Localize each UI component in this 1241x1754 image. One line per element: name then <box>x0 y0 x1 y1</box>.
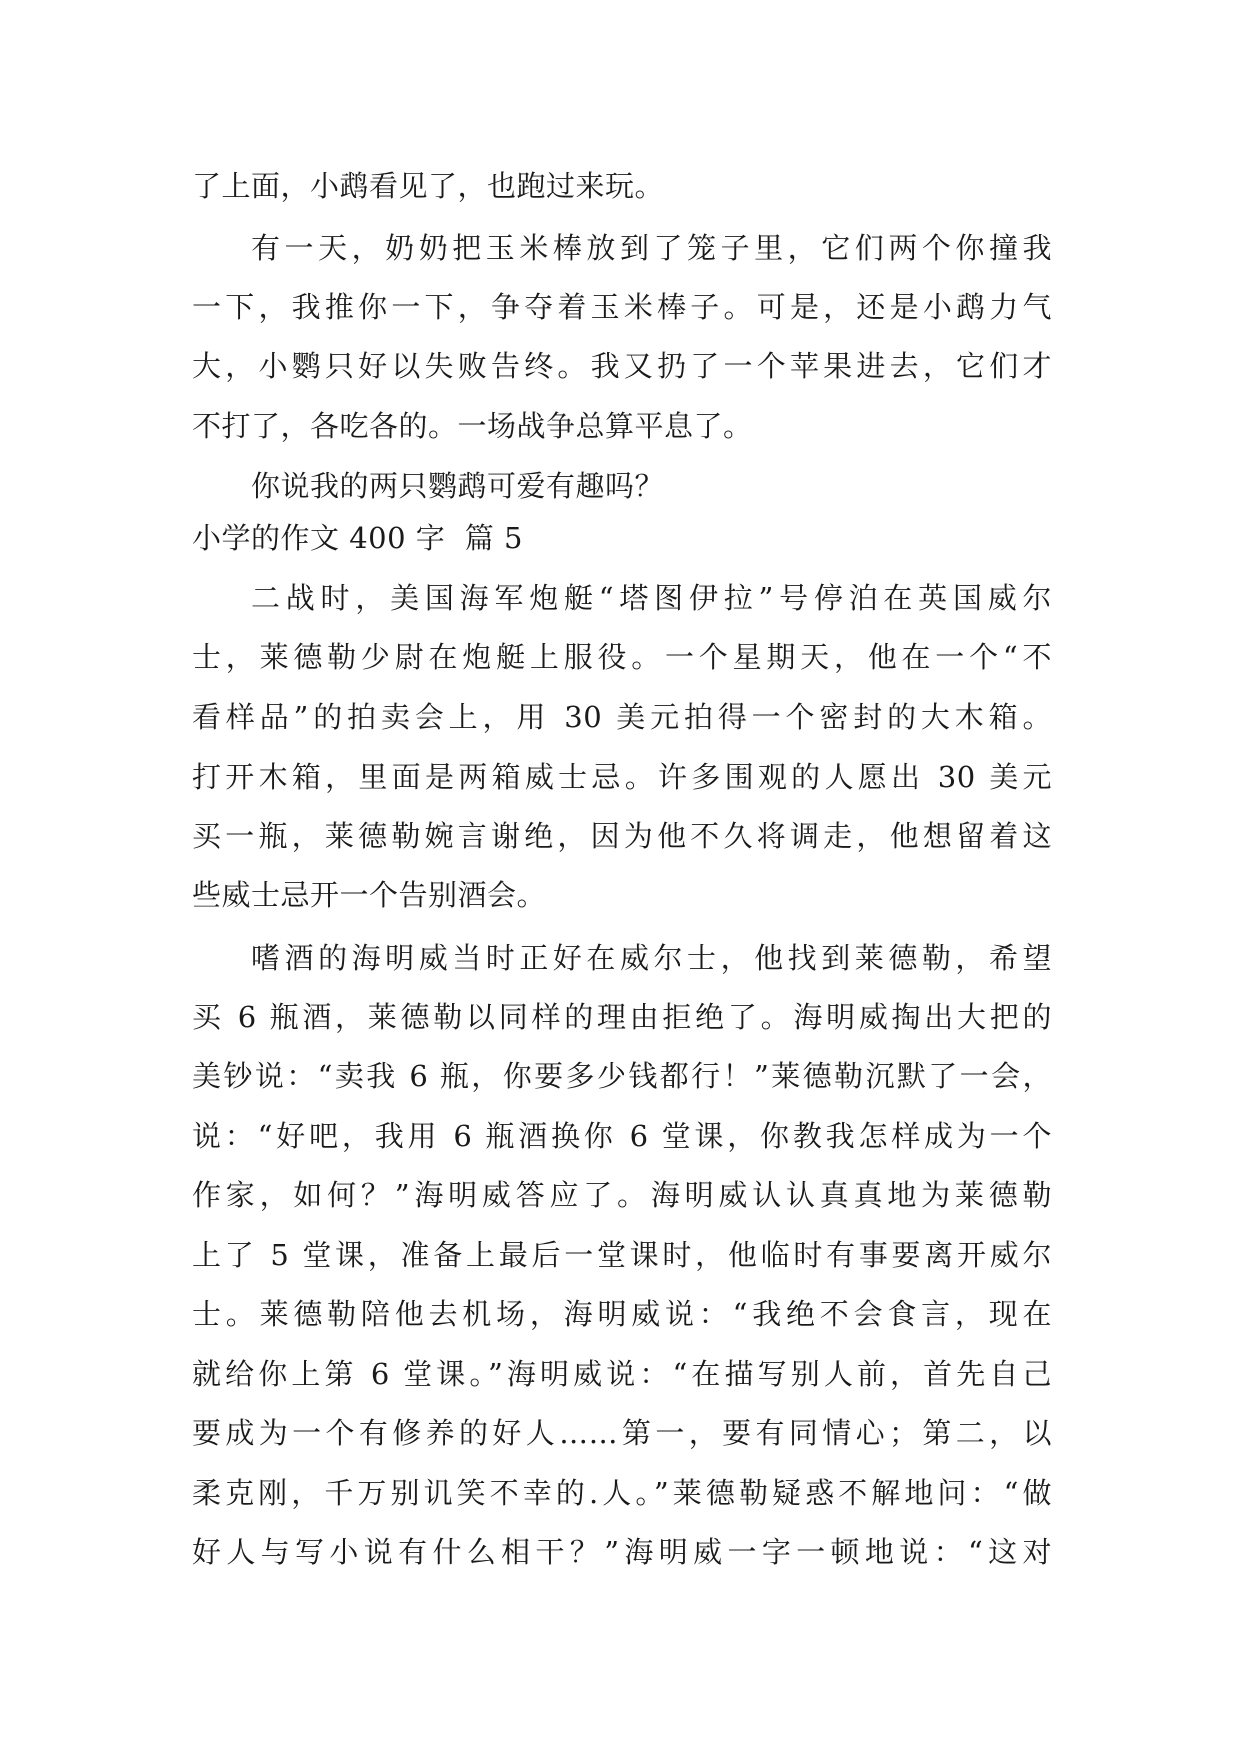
text-line: 些威士忌开一个告别酒会。 <box>192 878 547 912</box>
text-line: 不打了，各吃各的。一场战争总算平息了。 <box>192 409 753 443</box>
text-line: 大，小鹦只好以失败告终。我又扔了一个苹果进去，它们才 <box>192 349 1052 383</box>
text-line: 说：“好吧，我用 6 瓶酒换你 6 堂课，你教我怎样成为一个 <box>192 1119 1052 1153</box>
text-line: 士。莱德勒陪他去机场，海明威说：“我绝不会食言，现在 <box>192 1297 1052 1331</box>
text-line: 柔克刚，千万别讥笑不幸的.人。”莱德勒疑惑不解地问：“做 <box>192 1476 1052 1510</box>
text-line: 美钞说：“卖我 6 瓶，你要多少钱都行！”莱德勒沉默了一会， <box>192 1059 1052 1093</box>
text-line: 好人与写小说有什么相干？”海明威一字一顿地说：“这对 <box>192 1535 1052 1569</box>
text-line: 要成为一个有修养的好人……第一，要有同情心；第二，以 <box>192 1416 1052 1450</box>
text-line: 士，莱德勒少尉在炮艇上服役。一个星期天，他在一个“不 <box>192 640 1052 674</box>
paragraph-start-line: 嗜酒的海明威当时正好在威尔士，他找到莱德勒，希望 <box>251 941 1052 975</box>
text-line: 就给你上第 6 堂课。”海明威说：“在描写别人前，首先自己 <box>192 1357 1052 1391</box>
text-line: 了上面，小鹉看见了，也跑过来玩。 <box>192 169 665 203</box>
section-heading: 小学的作文 400 字 篇 5 <box>192 521 523 555</box>
text-line: 上了 5 堂课，准备上最后一堂课时，他临时有事要离开威尔 <box>192 1238 1052 1272</box>
paragraph-start-line: 二战时，美国海军炮艇“塔图伊拉”号停泊在英国威尔 <box>251 581 1052 615</box>
text-line: 一下，我推你一下，争夺着玉米棒子。可是，还是小鹉力气 <box>192 290 1052 324</box>
paragraph-start-line: 你说我的两只鹦鹉可爱有趣吗？ <box>251 469 665 503</box>
text-line: 买一瓶，莱德勒婉言谢绝，因为他不久将调走，他想留着这 <box>192 819 1052 853</box>
text-line: 看样品”的拍卖会上，用 30 美元拍得一个密封的大木箱。 <box>192 700 1052 734</box>
text-line: 作家，如何？”海明威答应了。海明威认认真真地为莱德勒 <box>192 1178 1052 1212</box>
text-line: 打开木箱，里面是两箱威士忌。许多围观的人愿出 30 美元 <box>192 760 1052 794</box>
text-line: 买 6 瓶酒，莱德勒以同样的理由拒绝了。海明威掏出大把的 <box>192 1000 1052 1034</box>
paragraph-start-line: 有一天，奶奶把玉米棒放到了笼子里，它们两个你撞我 <box>251 231 1052 265</box>
